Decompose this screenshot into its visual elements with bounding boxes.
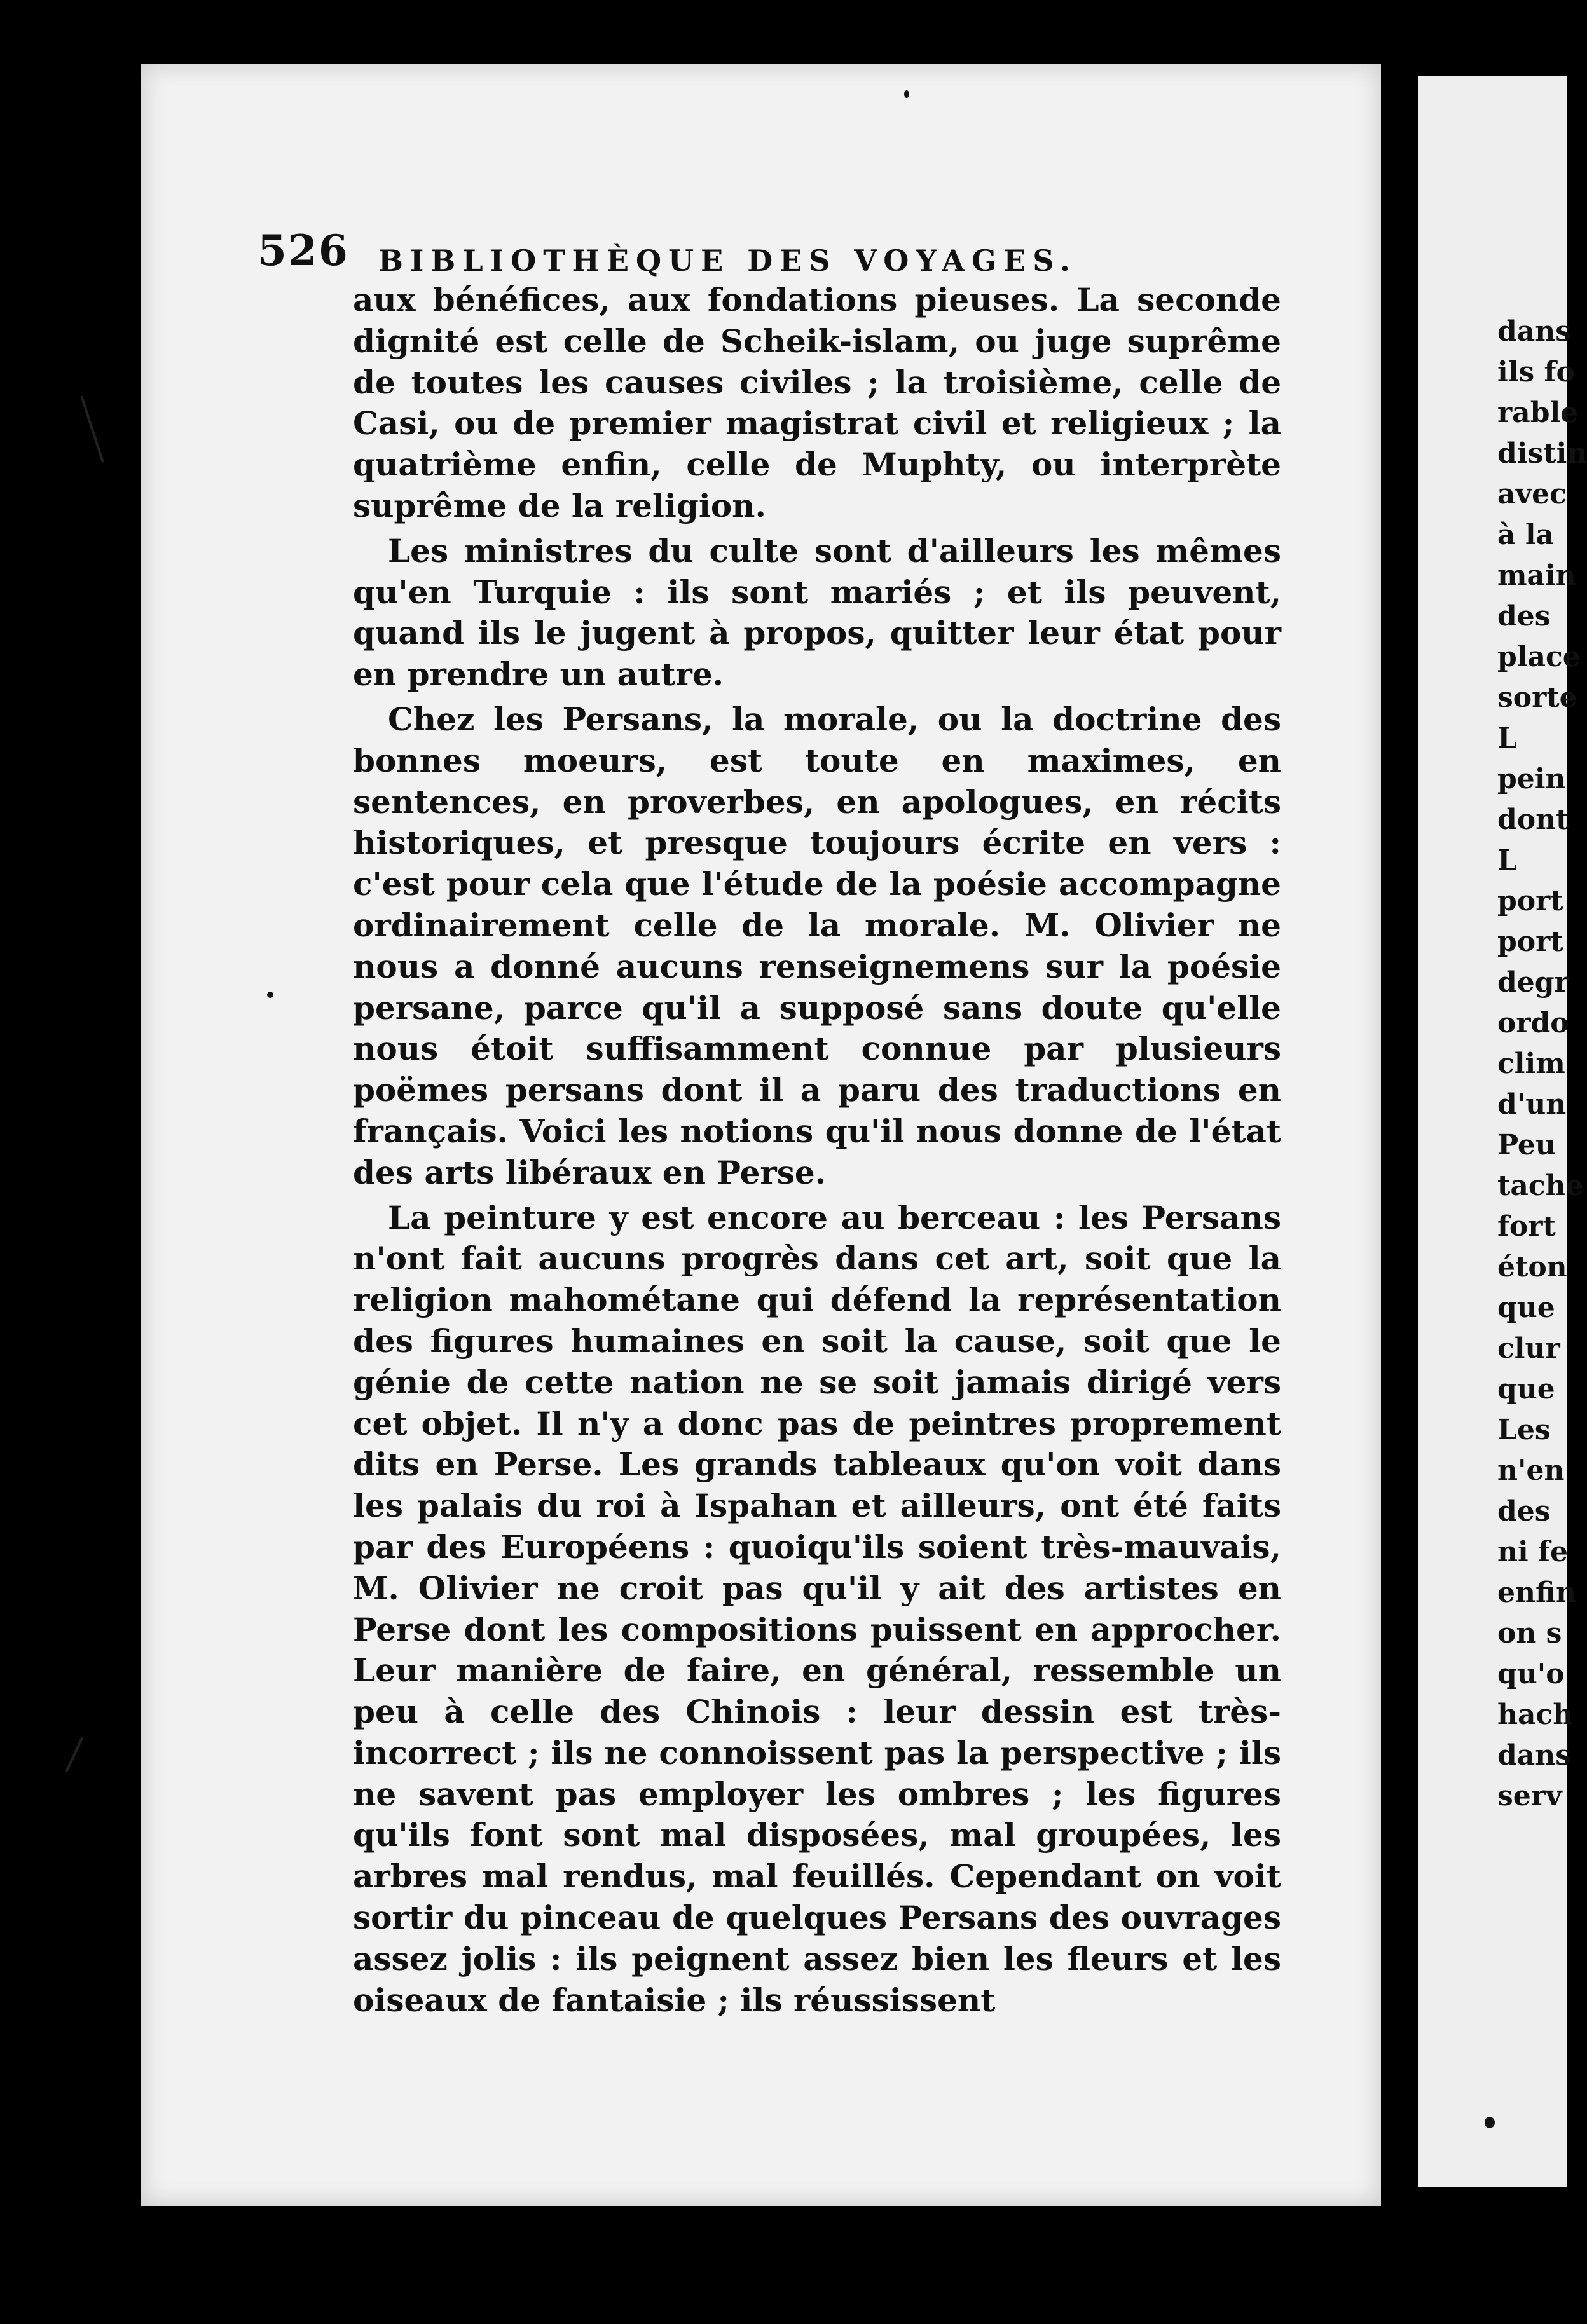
right-line: port (1497, 885, 1563, 917)
right-line: des (1497, 600, 1551, 632)
right-line: pein (1497, 763, 1566, 795)
right-line: enfin (1497, 1576, 1576, 1609)
margin-mark (80, 395, 104, 463)
body-text (353, 280, 1281, 2025)
right-line: serv (1497, 1780, 1562, 1812)
right-line: L (1497, 722, 1517, 755)
margin-mark (65, 1737, 84, 1772)
right-line: ni fe (1497, 1536, 1568, 1568)
paragraph-2: Les ministres du culte sont d'ailleurs les mêmes qu'en Turquie : ils sont mariés ; et ils peuvent, quand ils le jugent à propos, quitter leur état pour en prendre un autre. (353, 531, 1281, 694)
right-line: distin (1497, 437, 1587, 470)
right-line: avec (1497, 478, 1567, 510)
right-line: clim (1497, 1048, 1565, 1080)
right-line: port (1497, 926, 1563, 958)
right-line: fort (1497, 1210, 1556, 1243)
right-line: Les (1497, 1414, 1551, 1446)
ink-spot (1485, 2117, 1495, 2128)
right-line: n'en (1497, 1454, 1565, 1487)
running-title: BIBLIOTHÈQUE DES VOYAGES. (378, 243, 1077, 278)
right-line: hach (1497, 1699, 1574, 1731)
right-line: dans (1497, 1739, 1572, 1772)
paragraph-4: La peinture y est encore au berceau : les Persans n'ont fait aucuns progrès dans cet art, soit que la religion mahométane qui défend la représentation des figures humaines en soit la cause, soit que le génie de cette nation ne se soit jamais dirigé vers cet objet. Il n'y a donc pas de peintres proprement dits en Perse. Les grands tableaux qu'on voit dans les palais du roi à Ispahan et ailleurs, ont été faits par des Européens : quoiqu'ils soient très-mauvais, M. Olivier ne croit pas qu'il y ait des artistes en Perse dont les compositions puissent en approcher. Leur manière de faire, en général, ressemble un peu à celle des Chinois : leur dessin est très-incorrect ; ils ne connoissent pas la perspective ; ils ne savent pas employer les ombres ; les figures qu'ils font sont mal disposées, mal groupées, les arbres mal rendus, mal feuillés. Cependant on voit sortir du pinceau de quelques Persans des ouvrages assez jolis : ils peignent assez bien les fleurs et les oiseaux de fantaisie ; ils réussissent (353, 1198, 1281, 2019)
right-line: Peu (1497, 1129, 1556, 1161)
right-line: sorte (1497, 681, 1577, 714)
right-line: on s (1497, 1617, 1562, 1650)
right-line: dans (1497, 315, 1572, 348)
ink-spot (267, 992, 273, 998)
right-line: rable (1497, 397, 1579, 429)
right-line: des (1497, 1495, 1551, 1528)
paragraph-1: aux bénéfices, aux fondations pieuses. La seconde dignité est celle de Scheik-islam, ou juge suprême de toutes les causes civiles ; la troisième, celle de Casi, ou de premier magistrat civil et religieux ; la quatrième enfin, celle de Muphty, ou interprète suprême de la religion. (353, 281, 1281, 524)
page-number: 526 (258, 226, 349, 275)
right-line: clur (1497, 1332, 1560, 1365)
right-line: ordo (1497, 1007, 1569, 1039)
right-line: que (1497, 1292, 1555, 1324)
right-line: tache (1497, 1170, 1584, 1202)
ink-spot (904, 90, 909, 98)
right-line: main (1497, 559, 1576, 592)
right-line: à la (1497, 519, 1555, 551)
right-line: L (1497, 844, 1517, 877)
right-line: que (1497, 1373, 1555, 1405)
right-page-fragments (1497, 311, 1587, 1817)
right-line: d'un (1497, 1088, 1567, 1121)
right-line: dont (1497, 803, 1569, 836)
paragraph-3: Chez les Persans, la morale, ou la doctrine des bonnes moeurs, est toute en maximes, en sentences, en proverbes, en apologues, en récits historiques, et presque toujours écrite en vers : c'est pour cela que l'étude de la poésie accompagne ordinairement celle de la morale. M. Olivier ne nous a donné aucuns renseignemens sur la poésie persane, parce qu'il a supposé sans doute qu'elle nous étoit suffisamment connue par plusieurs poëmes persans dont il a paru des traductions en français. Voici les notions qu'il nous donne de l'état des arts libéraux en Perse. (353, 700, 1281, 1191)
right-line: degr (1497, 966, 1569, 999)
right-line: ils fo (1497, 356, 1575, 388)
right-line: éton (1497, 1251, 1567, 1283)
right-line: place (1497, 641, 1581, 673)
right-line: qu'o (1497, 1658, 1565, 1690)
